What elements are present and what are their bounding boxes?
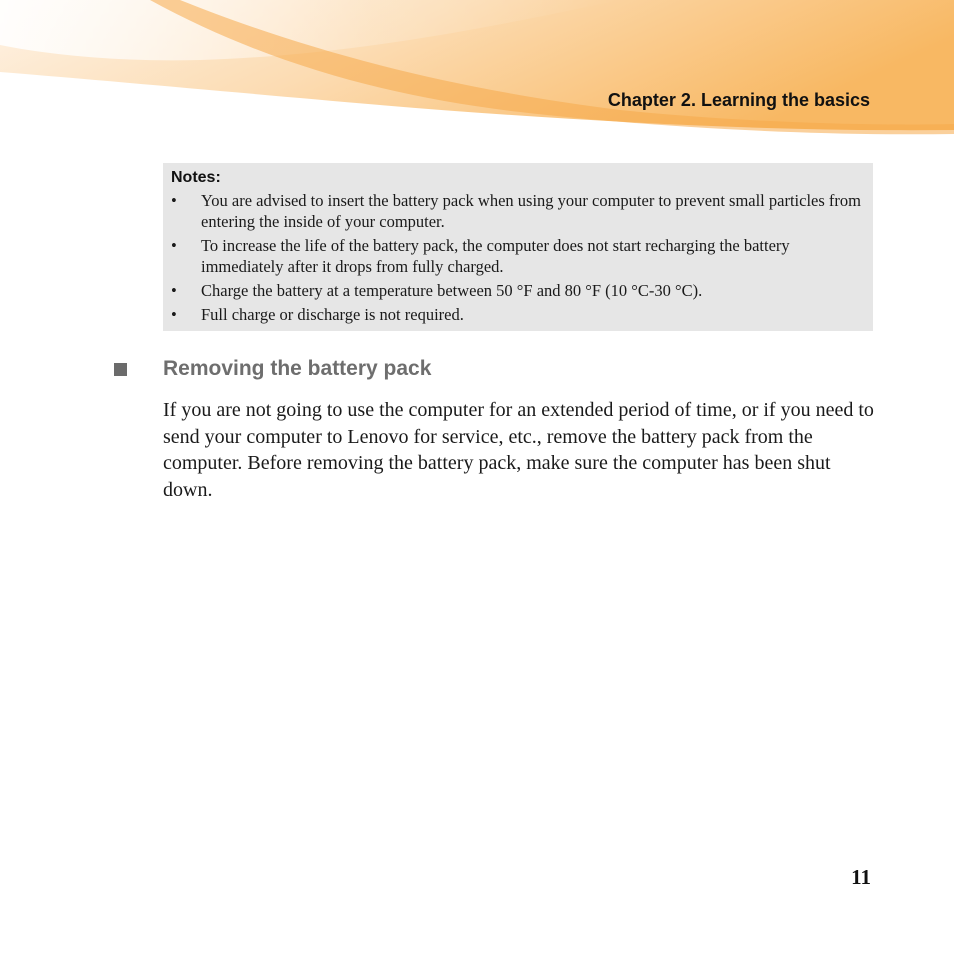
notes-item-text: To increase the life of the battery pack, the computer does not start recharging the battery immediately after it drops from fully charged. (201, 236, 790, 276)
section-heading (114, 354, 874, 384)
notes-heading: Notes: (171, 169, 221, 186)
notes-list-item (171, 280, 863, 301)
header-decoration-band (0, 0, 954, 140)
body-paragraph: If you are not going to use the computer for an extended period of time, or if you need to send your computer to Lenovo for service, etc., remove the battery pack from the computer. Before removing the battery pack, make sure the computer has been shut down. (163, 399, 874, 501)
chapter-title: Chapter 2. Learning the basics (607, 90, 870, 110)
bullet-icon: • (171, 305, 177, 324)
notes-item-text: Full charge or discharge is not required. (201, 305, 464, 324)
notes-list (171, 190, 863, 325)
notes-item-text: You are advised to insert the battery pack when using your computer to prevent small particles from entering the inside of your computer. (201, 191, 861, 231)
notes-list-item (171, 235, 863, 277)
bullet-icon: • (171, 236, 177, 255)
bullet-icon: • (171, 191, 177, 210)
notes-list-item (171, 190, 863, 232)
notes-box (163, 163, 873, 331)
square-bullet-icon (114, 363, 127, 376)
bullet-icon: • (171, 281, 177, 300)
section-title: Removing the battery pack (163, 357, 432, 380)
page-number: 11 (851, 865, 871, 889)
notes-list-item (171, 304, 863, 325)
notes-item-text: Charge the battery at a temperature between 50 °F and 80 °F (10 °C-30 °C). (201, 281, 703, 300)
